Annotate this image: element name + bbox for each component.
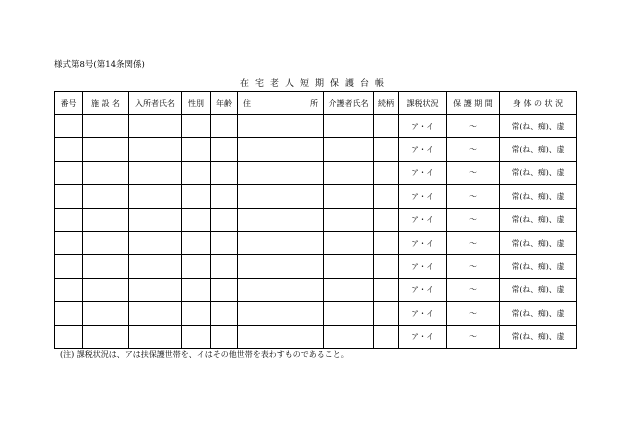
protection-period-cell: ～ bbox=[447, 278, 500, 301]
ledger-body bbox=[55, 115, 577, 349]
table-row bbox=[55, 325, 577, 348]
relationship-cell[interactable] bbox=[374, 231, 399, 254]
address-cell[interactable] bbox=[238, 325, 324, 348]
address-cell[interactable] bbox=[238, 278, 324, 301]
gender-cell[interactable] bbox=[182, 115, 211, 138]
number-cell[interactable] bbox=[55, 185, 83, 208]
number-cell[interactable] bbox=[55, 208, 83, 231]
facility-name-cell[interactable] bbox=[83, 231, 129, 254]
age-cell[interactable] bbox=[211, 161, 238, 184]
header-relationship: 続柄 bbox=[374, 92, 399, 115]
caregiver-name-cell[interactable] bbox=[324, 278, 374, 301]
header-facility-name: 施 設 名 bbox=[83, 92, 129, 115]
caregiver-name-cell[interactable] bbox=[324, 255, 374, 278]
tax-status-cell: ア・イ bbox=[399, 115, 447, 138]
footnote: (注) 課税状況は、アは扶保護世帯を、イはその他世帯を表わすものであること。 bbox=[60, 350, 349, 359]
number-cell[interactable] bbox=[55, 302, 83, 325]
address-cell[interactable] bbox=[238, 208, 324, 231]
header-row bbox=[55, 92, 577, 115]
age-cell[interactable] bbox=[211, 302, 238, 325]
age-cell[interactable] bbox=[211, 208, 238, 231]
number-cell[interactable] bbox=[55, 278, 83, 301]
physical-condition-cell: 常(ね、痴)、虚 bbox=[500, 231, 577, 254]
header-address bbox=[238, 92, 324, 115]
address-cell[interactable] bbox=[238, 161, 324, 184]
facility-name-cell[interactable] bbox=[83, 325, 129, 348]
relationship-cell[interactable] bbox=[374, 208, 399, 231]
resident-name-cell[interactable] bbox=[129, 115, 182, 138]
gender-cell[interactable] bbox=[182, 185, 211, 208]
table-row bbox=[55, 208, 577, 231]
address-cell[interactable] bbox=[238, 302, 324, 325]
age-cell[interactable] bbox=[211, 185, 238, 208]
gender-cell[interactable] bbox=[182, 302, 211, 325]
resident-name-cell[interactable] bbox=[129, 302, 182, 325]
physical-condition-cell: 常(ね、痴)、虚 bbox=[500, 161, 577, 184]
physical-condition-cell: 常(ね、痴)、虚 bbox=[500, 255, 577, 278]
header-number: 番号 bbox=[55, 92, 83, 115]
number-cell[interactable] bbox=[55, 325, 83, 348]
physical-condition-cell: 常(ね、痴)、虚 bbox=[500, 325, 577, 348]
physical-condition-cell: 常(ね、痴)、虚 bbox=[500, 208, 577, 231]
address-cell[interactable] bbox=[238, 255, 324, 278]
protection-period-cell: ～ bbox=[447, 115, 500, 138]
header-resident-name: 入所者氏名 bbox=[129, 92, 182, 115]
relationship-cell[interactable] bbox=[374, 302, 399, 325]
facility-name-cell[interactable] bbox=[83, 185, 129, 208]
protection-period-cell: ～ bbox=[447, 325, 500, 348]
table-row bbox=[55, 138, 577, 161]
relationship-cell[interactable] bbox=[374, 138, 399, 161]
gender-cell[interactable] bbox=[182, 278, 211, 301]
resident-name-cell[interactable] bbox=[129, 325, 182, 348]
resident-name-cell[interactable] bbox=[129, 231, 182, 254]
protection-period-cell: ～ bbox=[447, 255, 500, 278]
header-address-right: 所 bbox=[310, 98, 318, 108]
short-term-protection-ledger bbox=[54, 91, 577, 349]
facility-name-cell[interactable] bbox=[83, 138, 129, 161]
resident-name-cell[interactable] bbox=[129, 161, 182, 184]
tax-status-cell: ア・イ bbox=[399, 278, 447, 301]
number-cell[interactable] bbox=[55, 161, 83, 184]
caregiver-name-cell[interactable] bbox=[324, 115, 374, 138]
tax-status-cell: ア・イ bbox=[399, 138, 447, 161]
relationship-cell[interactable] bbox=[374, 325, 399, 348]
number-cell[interactable] bbox=[55, 138, 83, 161]
number-cell[interactable] bbox=[55, 231, 83, 254]
address-cell[interactable] bbox=[238, 115, 324, 138]
tax-status-cell: ア・イ bbox=[399, 208, 447, 231]
table-row bbox=[55, 185, 577, 208]
age-cell[interactable] bbox=[211, 115, 238, 138]
relationship-cell[interactable] bbox=[374, 185, 399, 208]
caregiver-name-cell[interactable] bbox=[324, 325, 374, 348]
table-row bbox=[55, 115, 577, 138]
facility-name-cell[interactable] bbox=[83, 302, 129, 325]
age-cell[interactable] bbox=[211, 325, 238, 348]
caregiver-name-cell[interactable] bbox=[324, 231, 374, 254]
protection-period-cell: ～ bbox=[447, 185, 500, 208]
address-cell[interactable] bbox=[238, 231, 324, 254]
facility-name-cell[interactable] bbox=[83, 115, 129, 138]
protection-period-cell: ～ bbox=[447, 302, 500, 325]
age-cell[interactable] bbox=[211, 278, 238, 301]
table-row bbox=[55, 255, 577, 278]
resident-name-cell[interactable] bbox=[129, 185, 182, 208]
resident-name-cell[interactable] bbox=[129, 138, 182, 161]
tax-status-cell: ア・イ bbox=[399, 325, 447, 348]
number-cell[interactable] bbox=[55, 115, 83, 138]
resident-name-cell[interactable] bbox=[129, 208, 182, 231]
tax-status-cell: ア・イ bbox=[399, 302, 447, 325]
protection-period-cell: ～ bbox=[447, 138, 500, 161]
table-row bbox=[55, 278, 577, 301]
tax-status-cell: ア・イ bbox=[399, 231, 447, 254]
caregiver-name-cell[interactable] bbox=[324, 138, 374, 161]
tax-status-cell: ア・イ bbox=[399, 185, 447, 208]
address-cell[interactable] bbox=[238, 138, 324, 161]
table-row bbox=[55, 231, 577, 254]
physical-condition-cell: 常(ね、痴)、虚 bbox=[500, 138, 577, 161]
caregiver-name-cell[interactable] bbox=[324, 185, 374, 208]
physical-condition-cell: 常(ね、痴)、虚 bbox=[500, 302, 577, 325]
age-cell[interactable] bbox=[211, 138, 238, 161]
gender-cell[interactable] bbox=[182, 255, 211, 278]
relationship-cell[interactable] bbox=[374, 278, 399, 301]
facility-name-cell[interactable] bbox=[83, 161, 129, 184]
age-cell[interactable] bbox=[211, 231, 238, 254]
gender-cell[interactable] bbox=[182, 231, 211, 254]
facility-name-cell[interactable] bbox=[83, 255, 129, 278]
caregiver-name-cell[interactable] bbox=[324, 208, 374, 231]
facility-name-cell[interactable] bbox=[83, 278, 129, 301]
protection-period-cell: ～ bbox=[447, 208, 500, 231]
caregiver-name-cell[interactable] bbox=[324, 161, 374, 184]
resident-name-cell[interactable] bbox=[129, 278, 182, 301]
tax-status-cell: ア・イ bbox=[399, 161, 447, 184]
address-cell[interactable] bbox=[238, 185, 324, 208]
number-cell[interactable] bbox=[55, 255, 83, 278]
header-physical-condition: 身 体 の 状 況 bbox=[500, 92, 577, 115]
header-protection-period: 保 護 期 間 bbox=[447, 92, 500, 115]
relationship-cell[interactable] bbox=[374, 115, 399, 138]
document-title: 在宅老人短期保護台帳 bbox=[239, 79, 390, 89]
age-cell[interactable] bbox=[211, 255, 238, 278]
physical-condition-cell: 常(ね、痴)、虚 bbox=[500, 185, 577, 208]
protection-period-cell: ～ bbox=[447, 161, 500, 184]
physical-condition-cell: 常(ね、痴)、虚 bbox=[500, 278, 577, 301]
gender-cell[interactable] bbox=[182, 208, 211, 231]
resident-name-cell[interactable] bbox=[129, 255, 182, 278]
relationship-cell[interactable] bbox=[374, 255, 399, 278]
header-caregiver-name: 介護者氏名 bbox=[324, 92, 374, 115]
gender-cell[interactable] bbox=[182, 325, 211, 348]
tax-status-cell: ア・イ bbox=[399, 255, 447, 278]
protection-period-cell: ～ bbox=[447, 231, 500, 254]
header-address-left: 住 bbox=[243, 98, 251, 108]
gender-cell[interactable] bbox=[182, 161, 211, 184]
form-number: 様式第8号(第14条関係) bbox=[54, 60, 145, 70]
gender-cell[interactable] bbox=[182, 138, 211, 161]
facility-name-cell[interactable] bbox=[83, 208, 129, 231]
header-tax-status: 課税状況 bbox=[399, 92, 447, 115]
header-age: 年齢 bbox=[211, 92, 238, 115]
caregiver-name-cell[interactable] bbox=[324, 302, 374, 325]
table-row bbox=[55, 302, 577, 325]
relationship-cell[interactable] bbox=[374, 161, 399, 184]
header-gender: 性別 bbox=[182, 92, 211, 115]
physical-condition-cell: 常(ね、痴)、虚 bbox=[500, 115, 577, 138]
table-row bbox=[55, 161, 577, 184]
